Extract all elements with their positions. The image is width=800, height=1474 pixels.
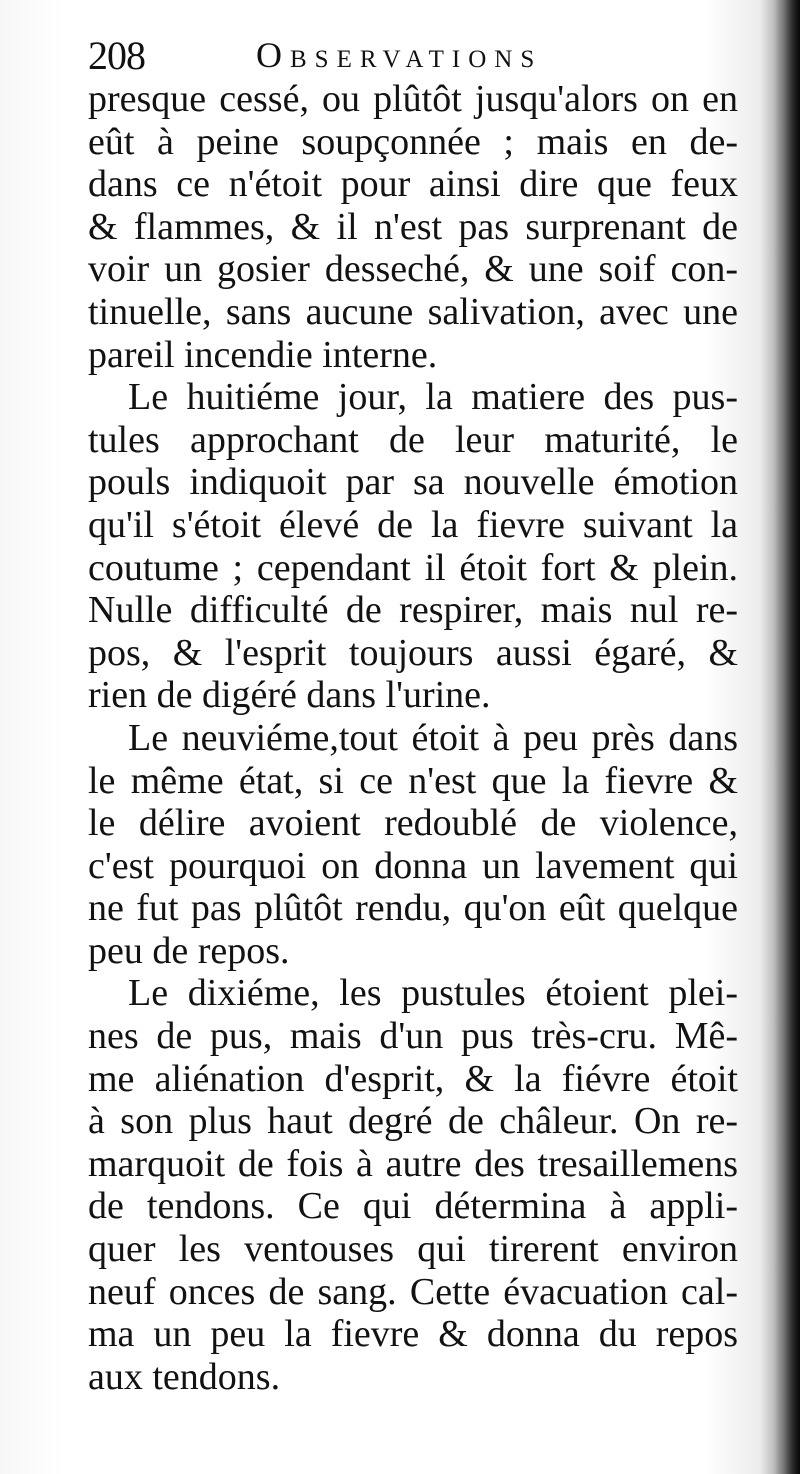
text-line: coutume ; cependant il étoit fort & plein. — [88, 546, 738, 589]
text-line: presque cessé, ou plûtôt jusqu'alors on en — [88, 78, 738, 120]
text-line: marquoit de fois à autre des tresaillemens — [88, 1142, 738, 1185]
body-text — [88, 78, 738, 1398]
text-line: pareil incendie interne. — [88, 333, 438, 376]
text-line: voir un gosier desseché, & une soif con- — [88, 248, 738, 291]
text-line: c'est pourquoi on donna un lavement qui — [88, 844, 738, 887]
text-line: Le dixiéme, les pustules étoient plei- — [128, 972, 738, 1015]
text-line: Le neuviéme,tout étoit à peu près dans — [128, 716, 738, 759]
paragraph — [88, 717, 738, 973]
text-line: aux tendons. — [88, 1355, 281, 1398]
text-line: ne fut pas plûtôt rendu, qu'on eût quelque — [88, 887, 738, 930]
paragraph — [88, 376, 738, 717]
text-line: neuf onces de sang. Cette évacuation cal- — [88, 1270, 738, 1313]
text-line: rien de digéré dans l'urine. — [88, 674, 491, 717]
text-line: à son plus haut degré de châleur. On re- — [88, 1100, 738, 1143]
text-line: pouls indiquoit par sa nouvelle émotion — [88, 461, 738, 504]
paragraph — [88, 78, 738, 376]
text-line: & flammes, & il n'est pas surprenant de — [88, 205, 738, 248]
text-line: pos, & l'esprit toujours aussi égaré, & — [88, 631, 738, 674]
text-line: tinuelle, sans aucune salivation, avec une — [88, 290, 738, 333]
text-line: dans ce n'étoit pour ainsi dire que feux — [88, 163, 738, 206]
text-line: nes de pus, mais d'un pus très-cru. Mê- — [88, 1015, 738, 1058]
text-line: Nulle difficulté de respirer, mais nul re- — [88, 589, 738, 632]
text-line: eût à peine soupçonnée ; mais en de- — [88, 120, 738, 163]
text-line: me aliénation d'esprit, & la fiévre étoit — [88, 1057, 738, 1100]
paragraph — [88, 972, 738, 1398]
text-line: peu de repos. — [88, 929, 290, 972]
text-line: Le huitiéme jour, la matiere des pus- — [128, 376, 738, 419]
page-number: 208 — [88, 33, 145, 78]
text-line: quer les ventouses qui tirerent environ — [88, 1228, 738, 1271]
text-line: le délire avoient redoublé de violence, — [88, 802, 738, 845]
text-line: de tendons. Ce qui détermina à appli- — [88, 1185, 738, 1228]
text-line: ma un peu la fievre & donna du repos — [88, 1313, 738, 1356]
page-edge-shadow — [774, 0, 800, 1474]
text-line: qu'il s'étoit élevé de la fievre suivant la — [88, 503, 738, 546]
text-line: tules approchant de leur maturité, le — [88, 418, 738, 461]
running-title: Observations — [256, 35, 543, 75]
text-line: le même état, si ce n'est que la fievre & — [88, 759, 738, 802]
